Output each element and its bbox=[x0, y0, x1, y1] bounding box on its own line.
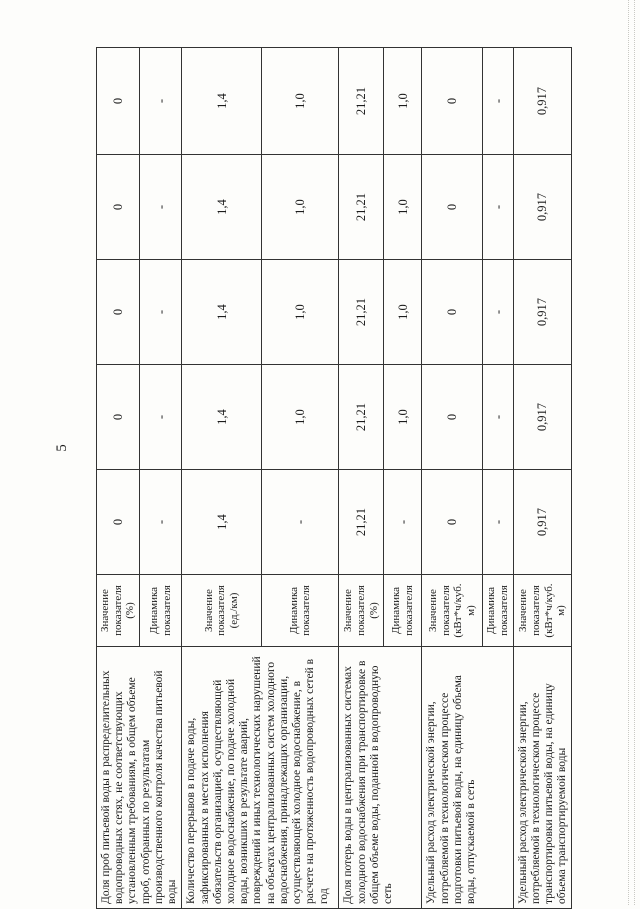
indicator-description: Удельный расход электрической энергии, потребляемой в технологическом процессе подготовки питьевой воды, на единицу объема воды, отпускаемой в сеть bbox=[422, 647, 513, 909]
indicator-description: Удельный расход электрической энергии, потребляемой в технологическом процессе транспортировки питьевой воды, на единицу объема транспортируемой воды bbox=[513, 647, 572, 909]
indicator-label: Значение показателя (ед./км) bbox=[182, 575, 262, 647]
table-row bbox=[339, 48, 384, 909]
indicator-label: Динамика показателя bbox=[483, 575, 513, 647]
value-cell: - bbox=[483, 155, 513, 260]
indicator-label: Значение показателя (%) bbox=[97, 575, 140, 647]
value-cell: 1,4 bbox=[182, 470, 262, 575]
value-cell: - bbox=[262, 470, 339, 575]
indicator-description: Количество перерывов в подаче воды, зафиксированных в местах исполнения обязательств организацией, осуществляющей холодное водоснабжение, по подаче холодной воды, возникших в результате аварий, повреждений и иных технологических нарушений на объектах централизованных систем холодного водоснабжения, принадлежащих организации, осуществляющей холодное водоснабжение, в расчете на протяженность водопроводных сетей в год bbox=[182, 647, 339, 909]
value-cell: - bbox=[483, 470, 513, 575]
value-cell: 0 bbox=[97, 470, 140, 575]
indicator-description: Доля проб питьевой воды в распределительных водопроводных сетях, не соответствующих установленным требованиям, в общем объеме проб, отобранных по результатам производственного контроля качества питьевой воды bbox=[97, 647, 182, 909]
indicator-label: Значение показателя (кВт*ч/куб. м) bbox=[513, 575, 572, 647]
value-cell: 21,21 bbox=[339, 260, 384, 365]
value-cell: 1,0 bbox=[262, 155, 339, 260]
value-cell: 0 bbox=[97, 260, 140, 365]
value-cell: 1,4 bbox=[182, 260, 262, 365]
value-cell: 0 bbox=[422, 48, 483, 155]
rotated-table-container bbox=[96, 48, 569, 909]
value-cell: 1,0 bbox=[262, 365, 339, 470]
indicator-description: Доля потерь воды в централизованных системах холодного водоснабжения при транспортировке в общем объеме воды, поданной в водопроводную сеть bbox=[339, 647, 422, 909]
value-cell: 0,917 bbox=[513, 260, 572, 365]
value-cell: 21,21 bbox=[339, 155, 384, 260]
value-cell: 1,0 bbox=[262, 48, 339, 155]
value-cell: - bbox=[140, 155, 182, 260]
value-cell: 0,917 bbox=[513, 155, 572, 260]
value-cell: 1,0 bbox=[384, 155, 422, 260]
value-cell: - bbox=[483, 365, 513, 470]
value-cell: - bbox=[140, 260, 182, 365]
value-cell: 1,4 bbox=[182, 48, 262, 155]
value-cell: 0,917 bbox=[513, 48, 572, 155]
value-cell: 1,0 bbox=[384, 48, 422, 155]
value-cell: 0,917 bbox=[513, 470, 572, 575]
indicator-label: Динамика показателя bbox=[384, 575, 422, 647]
indicator-label: Значение показателя (%) bbox=[339, 575, 384, 647]
value-cell: 1,4 bbox=[182, 365, 262, 470]
value-cell: - bbox=[483, 48, 513, 155]
scan-edge-mark bbox=[634, 0, 635, 905]
page-number: 5 bbox=[54, 444, 70, 452]
value-cell: 0 bbox=[422, 260, 483, 365]
indicator-label: Динамика показателя bbox=[140, 575, 182, 647]
value-cell: 0 bbox=[422, 155, 483, 260]
table-row bbox=[97, 48, 140, 909]
value-cell: 1,0 bbox=[384, 365, 422, 470]
value-cell: 0 bbox=[97, 48, 140, 155]
value-cell: 1,4 bbox=[182, 155, 262, 260]
value-cell: - bbox=[140, 48, 182, 155]
value-cell: - bbox=[140, 365, 182, 470]
value-cell: 21,21 bbox=[339, 48, 384, 155]
table-row bbox=[513, 48, 572, 909]
value-cell: 21,21 bbox=[339, 470, 384, 575]
table-row bbox=[422, 48, 483, 909]
indicator-label: Динамика показателя bbox=[262, 575, 339, 647]
value-cell: 0,917 bbox=[513, 365, 572, 470]
scan-edge-mark bbox=[628, 0, 629, 905]
indicator-label: Значение показателя (кВт*ч/куб. м) bbox=[422, 575, 483, 647]
value-cell: 0 bbox=[422, 470, 483, 575]
value-cell: - bbox=[384, 470, 422, 575]
value-cell: 21,21 bbox=[339, 365, 384, 470]
table-row bbox=[182, 48, 262, 909]
value-cell: - bbox=[140, 470, 182, 575]
value-cell: 0 bbox=[97, 155, 140, 260]
value-cell: 0 bbox=[97, 365, 140, 470]
value-cell: 0 bbox=[422, 365, 483, 470]
indicators-table bbox=[96, 47, 572, 909]
value-cell: 1,0 bbox=[262, 260, 339, 365]
value-cell: - bbox=[483, 260, 513, 365]
value-cell: 1,0 bbox=[384, 260, 422, 365]
